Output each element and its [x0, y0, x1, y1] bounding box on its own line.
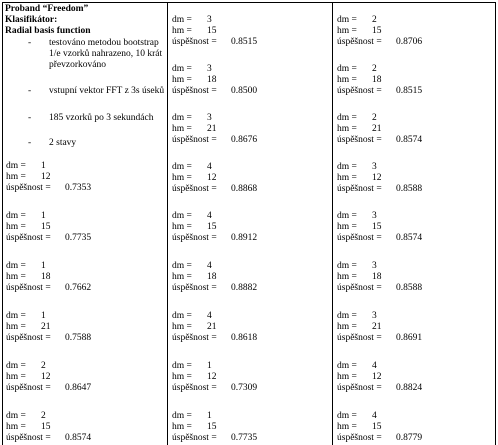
- accuracy-row: [172, 184, 332, 195]
- hm-value: 15: [372, 222, 382, 232]
- hm-label: hm =: [172, 173, 192, 183]
- result-entry: [337, 411, 497, 444]
- dm-label: dm =: [6, 311, 26, 321]
- result-entry: [337, 361, 497, 394]
- hm-row: [172, 124, 332, 135]
- dm-row: [172, 15, 332, 26]
- hm-value: 18: [372, 75, 382, 85]
- accuracy-value: 0.8691: [396, 333, 423, 343]
- accuracy-label: úspěšnost =: [6, 283, 51, 293]
- hm-label: hm =: [172, 272, 192, 282]
- accuracy-label: úspěšnost =: [6, 383, 51, 393]
- hm-label: hm =: [172, 222, 192, 232]
- bullet-text: vstupní vektor FFT z 3s úseků: [49, 86, 165, 96]
- dm-row: [172, 113, 332, 124]
- result-entry: [172, 311, 332, 344]
- accuracy-label: úspěšnost =: [172, 383, 217, 393]
- accuracy-row: [337, 283, 497, 294]
- accuracy-label: úspěšnost =: [337, 233, 382, 243]
- hm-value: 15: [41, 422, 51, 432]
- dm-value: 1: [207, 361, 212, 371]
- hm-label: hm =: [337, 272, 357, 282]
- dm-row: [337, 113, 497, 124]
- dm-label: dm =: [172, 64, 192, 74]
- hm-row: [172, 272, 332, 283]
- hm-label: hm =: [172, 124, 192, 134]
- dm-label: dm =: [172, 261, 192, 271]
- hm-label: hm =: [172, 322, 192, 332]
- dm-value: 3: [207, 64, 212, 74]
- hm-row: [337, 272, 497, 283]
- accuracy-label: úspěšnost =: [337, 86, 382, 96]
- accuracy-value: 0.8868: [231, 184, 258, 194]
- accuracy-value: 0.8618: [231, 333, 258, 343]
- dm-label: dm =: [337, 261, 357, 271]
- accuracy-row: [172, 333, 332, 344]
- result-entry: [6, 261, 166, 294]
- hm-label: hm =: [337, 26, 357, 36]
- accuracy-value: 0.8676: [231, 135, 258, 145]
- hm-label: hm =: [337, 372, 357, 382]
- accuracy-value: 0.7588: [65, 333, 92, 343]
- hm-value: 15: [207, 222, 217, 232]
- accuracy-row: [6, 283, 166, 294]
- bullet-text: 2 stavy: [49, 138, 77, 148]
- accuracy-row: [337, 37, 497, 48]
- dm-value: 1: [41, 311, 46, 321]
- dm-label: dm =: [337, 211, 357, 221]
- hm-value: 12: [207, 372, 217, 382]
- accuracy-value: 0.7735: [231, 433, 258, 443]
- hm-row: [337, 322, 497, 333]
- hm-value: 12: [41, 372, 51, 382]
- dm-label: dm =: [337, 411, 357, 421]
- dm-value: 4: [207, 162, 212, 172]
- result-entry: [337, 261, 497, 294]
- hm-label: hm =: [6, 322, 26, 332]
- accuracy-label: úspěšnost =: [6, 333, 51, 343]
- accuracy-label: úspěšnost =: [6, 233, 51, 243]
- dm-value: 2: [372, 15, 377, 25]
- dm-row: [337, 361, 497, 372]
- dm-value: 2: [372, 113, 377, 123]
- bullet-text: testováno metodou bootstrap 1/e vzorků nahrazeno, 10 krát převzorkováno: [49, 38, 163, 70]
- dm-label: dm =: [6, 361, 26, 371]
- dm-row: [172, 261, 332, 272]
- dm-value: 1: [41, 261, 46, 271]
- dm-label: dm =: [172, 311, 192, 321]
- hm-row: [337, 124, 497, 135]
- result-entry: [172, 113, 332, 146]
- accuracy-row: [6, 233, 166, 244]
- accuracy-value: 0.8824: [396, 383, 423, 393]
- accuracy-label: úspěšnost =: [337, 135, 382, 145]
- dm-value: 3: [207, 113, 212, 123]
- accuracy-value: 0.8515: [231, 37, 258, 47]
- accuracy-value: 0.8912: [231, 233, 258, 243]
- accuracy-value: 0.7735: [65, 233, 92, 243]
- dm-value: 4: [372, 361, 377, 371]
- hm-value: 18: [372, 272, 382, 282]
- accuracy-row: [337, 86, 497, 97]
- accuracy-label: úspěšnost =: [172, 233, 217, 243]
- dm-row: [172, 162, 332, 173]
- accuracy-label: úspěšnost =: [172, 433, 217, 443]
- accuracy-label: úspěšnost =: [172, 184, 217, 194]
- hm-label: hm =: [337, 222, 357, 232]
- accuracy-value: 0.8706: [396, 37, 423, 47]
- hm-row: [172, 222, 332, 233]
- hm-value: 15: [372, 26, 382, 36]
- dm-value: 1: [41, 211, 46, 221]
- accuracy-row: [337, 333, 497, 344]
- dm-row: [337, 64, 497, 75]
- hm-label: hm =: [172, 75, 192, 85]
- dm-label: dm =: [337, 64, 357, 74]
- accuracy-value: 0.7309: [231, 383, 258, 393]
- hm-row: [172, 173, 332, 184]
- hm-value: 18: [41, 272, 51, 282]
- accuracy-label: úspěšnost =: [337, 433, 382, 443]
- accuracy-value: 0.7662: [65, 283, 92, 293]
- classifier-name: Radial basis function: [5, 26, 91, 36]
- accuracy-row: [172, 37, 332, 48]
- hm-row: [337, 222, 497, 233]
- accuracy-label: úspěšnost =: [6, 433, 51, 443]
- dm-row: [337, 162, 497, 173]
- result-entry: [172, 211, 332, 244]
- hm-value: 21: [41, 322, 51, 332]
- accuracy-row: [172, 86, 332, 97]
- dm-value: 4: [207, 211, 212, 221]
- hm-row: [6, 172, 166, 183]
- dm-value: 3: [372, 311, 377, 321]
- accuracy-row: [172, 433, 332, 444]
- dm-label: dm =: [6, 411, 26, 421]
- accuracy-value: 0.8574: [396, 233, 423, 243]
- accuracy-label: úspěšnost =: [172, 333, 217, 343]
- accuracy-row: [337, 433, 497, 444]
- hm-row: [172, 372, 332, 383]
- dm-row: [6, 411, 166, 422]
- accuracy-row: [172, 135, 332, 146]
- accuracy-row: [337, 184, 497, 195]
- dm-label: dm =: [337, 113, 357, 123]
- accuracy-row: [6, 433, 166, 444]
- dm-row: [172, 64, 332, 75]
- hm-label: hm =: [337, 173, 357, 183]
- hm-value: 21: [207, 322, 217, 332]
- hm-label: hm =: [337, 124, 357, 134]
- dm-value: 4: [207, 261, 212, 271]
- hm-row: [337, 75, 497, 86]
- accuracy-row: [337, 383, 497, 394]
- dm-row: [337, 261, 497, 272]
- dm-value: 3: [372, 261, 377, 271]
- accuracy-label: úspěšnost =: [172, 86, 217, 96]
- result-entry: [172, 64, 332, 97]
- accuracy-label: úspěšnost =: [6, 183, 51, 193]
- result-entry: [337, 64, 497, 97]
- column-divider-2: [332, 2, 333, 445]
- result-entry: [337, 211, 497, 244]
- accuracy-value: 0.8574: [65, 433, 92, 443]
- dm-label: dm =: [172, 211, 192, 221]
- dm-value: 4: [207, 311, 212, 321]
- hm-value: 15: [207, 422, 217, 432]
- hm-value: 15: [41, 222, 51, 232]
- result-entry: [337, 311, 497, 344]
- accuracy-value: 0.8588: [396, 283, 423, 293]
- dm-row: [337, 211, 497, 222]
- hm-value: 18: [207, 75, 217, 85]
- accuracy-value: 0.8500: [231, 86, 258, 96]
- dm-value: 4: [372, 411, 377, 421]
- dm-label: dm =: [172, 113, 192, 123]
- hm-value: 12: [207, 173, 217, 183]
- accuracy-label: úspěšnost =: [337, 383, 382, 393]
- accuracy-label: úspěšnost =: [337, 283, 382, 293]
- hm-row: [6, 272, 166, 283]
- accuracy-label: úspěšnost =: [172, 37, 217, 47]
- result-entry: [172, 162, 332, 195]
- accuracy-label: úspěšnost =: [337, 333, 382, 343]
- result-entry: [6, 311, 166, 344]
- hm-row: [337, 372, 497, 383]
- hm-label: hm =: [172, 372, 192, 382]
- result-entry: [6, 161, 166, 194]
- dm-label: dm =: [337, 162, 357, 172]
- dm-label: dm =: [172, 361, 192, 371]
- dm-label: dm =: [6, 261, 26, 271]
- dm-value: 3: [207, 15, 212, 25]
- hm-row: [172, 322, 332, 333]
- dm-value: 2: [41, 411, 46, 421]
- hm-label: hm =: [6, 172, 26, 182]
- result-entry: [337, 113, 497, 146]
- accuracy-row: [6, 383, 166, 394]
- hm-row: [6, 372, 166, 383]
- accuracy-value: 0.8882: [231, 283, 258, 293]
- hm-value: 15: [207, 26, 217, 36]
- accuracy-row: [337, 233, 497, 244]
- dm-row: [6, 211, 166, 222]
- accuracy-value: 0.7353: [65, 183, 92, 193]
- accuracy-row: [172, 383, 332, 394]
- proband-title: Proband “Freedom”: [5, 4, 89, 14]
- hm-row: [172, 422, 332, 433]
- dm-label: dm =: [172, 162, 192, 172]
- classifier-label: Klasifikátor:: [5, 15, 58, 25]
- accuracy-value: 0.8647: [65, 383, 92, 393]
- hm-label: hm =: [6, 422, 26, 432]
- accuracy-value: 0.8779: [396, 433, 423, 443]
- hm-row: [337, 26, 497, 37]
- accuracy-row: [6, 183, 166, 194]
- accuracy-label: úspěšnost =: [172, 283, 217, 293]
- hm-label: hm =: [337, 322, 357, 332]
- hm-label: hm =: [337, 75, 357, 85]
- accuracy-label: úspěšnost =: [172, 135, 217, 145]
- hm-row: [337, 173, 497, 184]
- hm-label: hm =: [6, 372, 26, 382]
- dm-row: [337, 15, 497, 26]
- dm-value: 3: [372, 162, 377, 172]
- hm-label: hm =: [6, 222, 26, 232]
- dm-label: dm =: [6, 211, 26, 221]
- accuracy-value: 0.8588: [396, 184, 423, 194]
- dm-row: [172, 361, 332, 372]
- hm-label: hm =: [6, 272, 26, 282]
- hm-value: 12: [41, 172, 51, 182]
- result-entry: [6, 211, 166, 244]
- accuracy-label: úspěšnost =: [337, 37, 382, 47]
- dm-row: [172, 411, 332, 422]
- hm-row: [6, 222, 166, 233]
- hm-label: hm =: [172, 26, 192, 36]
- hm-value: 21: [372, 322, 382, 332]
- dm-label: dm =: [172, 411, 192, 421]
- hm-value: 18: [207, 272, 217, 282]
- dm-value: 1: [207, 411, 212, 421]
- dm-row: [6, 311, 166, 322]
- hm-value: 21: [207, 124, 217, 134]
- dm-row: [172, 311, 332, 322]
- accuracy-value: 0.8574: [396, 135, 423, 145]
- dm-row: [172, 211, 332, 222]
- dm-value: 3: [372, 211, 377, 221]
- hm-label: hm =: [337, 422, 357, 432]
- hm-row: [172, 26, 332, 37]
- hm-row: [6, 322, 166, 333]
- result-entry: [337, 15, 497, 48]
- dm-row: [6, 261, 166, 272]
- result-entry: [172, 411, 332, 444]
- hm-value: 15: [372, 422, 382, 432]
- hm-row: [6, 422, 166, 433]
- dm-label: dm =: [337, 311, 357, 321]
- dm-value: 2: [41, 361, 46, 371]
- accuracy-row: [337, 135, 497, 146]
- dm-label: dm =: [6, 161, 26, 171]
- dm-label: dm =: [172, 15, 192, 25]
- hm-value: 12: [372, 173, 382, 183]
- dm-row: [337, 411, 497, 422]
- hm-value: 21: [372, 124, 382, 134]
- accuracy-label: úspěšnost =: [337, 184, 382, 194]
- result-entry: [172, 15, 332, 48]
- result-entry: [172, 361, 332, 394]
- dm-label: dm =: [337, 15, 357, 25]
- hm-row: [337, 422, 497, 433]
- hm-label: hm =: [172, 422, 192, 432]
- dm-row: [337, 311, 497, 322]
- accuracy-row: [172, 233, 332, 244]
- result-entry: [172, 261, 332, 294]
- dm-value: 2: [372, 64, 377, 74]
- result-entry: [337, 162, 497, 195]
- result-entry: [6, 411, 166, 444]
- bullet-text: 185 vzorků po 3 sekundách: [49, 113, 154, 123]
- accuracy-row: [172, 283, 332, 294]
- hm-row: [172, 75, 332, 86]
- dm-row: [6, 361, 166, 372]
- accuracy-row: [6, 333, 166, 344]
- result-entry: [6, 361, 166, 394]
- accuracy-value: 0.8515: [396, 86, 423, 96]
- dm-value: 1: [41, 161, 46, 171]
- dm-row: [6, 161, 166, 172]
- column-divider-1: [167, 2, 168, 445]
- dm-label: dm =: [337, 361, 357, 371]
- hm-value: 12: [372, 372, 382, 382]
